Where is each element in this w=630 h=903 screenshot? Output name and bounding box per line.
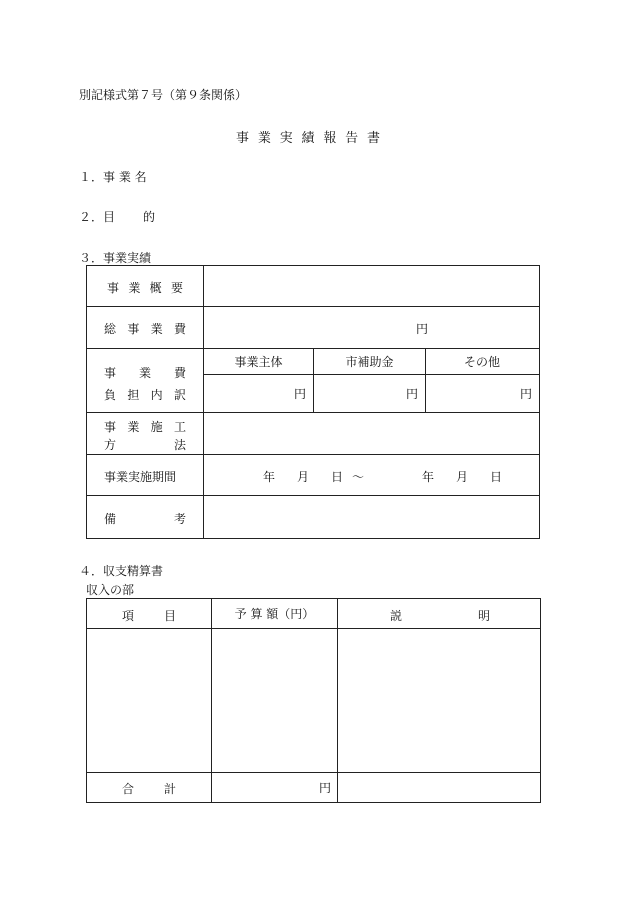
title-char: 告 <box>345 131 359 146</box>
header-description: 説 明 <box>390 609 490 623</box>
section-2-label: ２．目 <box>79 210 116 224</box>
form-number: 別記様式第７号（第９条関係） <box>79 88 248 102</box>
section-1-heading: １．事 業 名 <box>79 170 147 184</box>
section-2-heading <box>79 208 155 225</box>
row-label-period: 事業実施期間 <box>104 470 177 484</box>
income-subheading: 収入の部 <box>86 583 135 597</box>
total-label: 合 計 <box>122 782 176 796</box>
section-4-heading: ４．収支精算書 <box>79 564 164 578</box>
row-label-total-cost: 総 事 業 費 <box>104 322 186 336</box>
header-budget: 予 算 額（円） <box>234 607 315 621</box>
title-char: 書 <box>366 131 380 146</box>
other-value-unit: 円 <box>519 387 532 401</box>
section-3-heading: ３．事業実績 <box>79 251 152 265</box>
operator-value-unit: 円 <box>293 387 306 401</box>
row-label-method-line1: 事 業 施 工 <box>104 420 186 434</box>
section-2-label-tail: 的 <box>143 210 156 224</box>
title-char: 績 <box>301 131 315 146</box>
title-char: 実 <box>279 131 293 146</box>
title-char: 業 <box>257 131 271 146</box>
header-operator: 事業主体 <box>234 355 283 369</box>
header-item: 項 目 <box>122 609 176 623</box>
header-other: その他 <box>463 355 500 369</box>
title-char: 報 <box>323 131 337 146</box>
row-label-cost-line2: 負 担 内 訳 <box>104 388 186 402</box>
total-value-unit: 円 <box>318 780 331 795</box>
header-city-subsidy: 市補助金 <box>345 355 394 369</box>
period-date-range: 年 月 日 ～ 年 月 日 <box>263 470 503 484</box>
subsidy-value-unit: 円 <box>405 387 418 401</box>
title-char: 事 <box>236 131 250 146</box>
row-label-cost-line1: 事 業 費 <box>104 366 186 380</box>
document-title <box>236 127 380 146</box>
row-label-project-summary: 事 業 概 要 <box>107 281 183 295</box>
row-label-remarks: 備 考 <box>104 512 186 526</box>
row-label-method-line2: 方 法 <box>104 438 186 452</box>
total-cost-unit: 円 <box>416 322 429 336</box>
